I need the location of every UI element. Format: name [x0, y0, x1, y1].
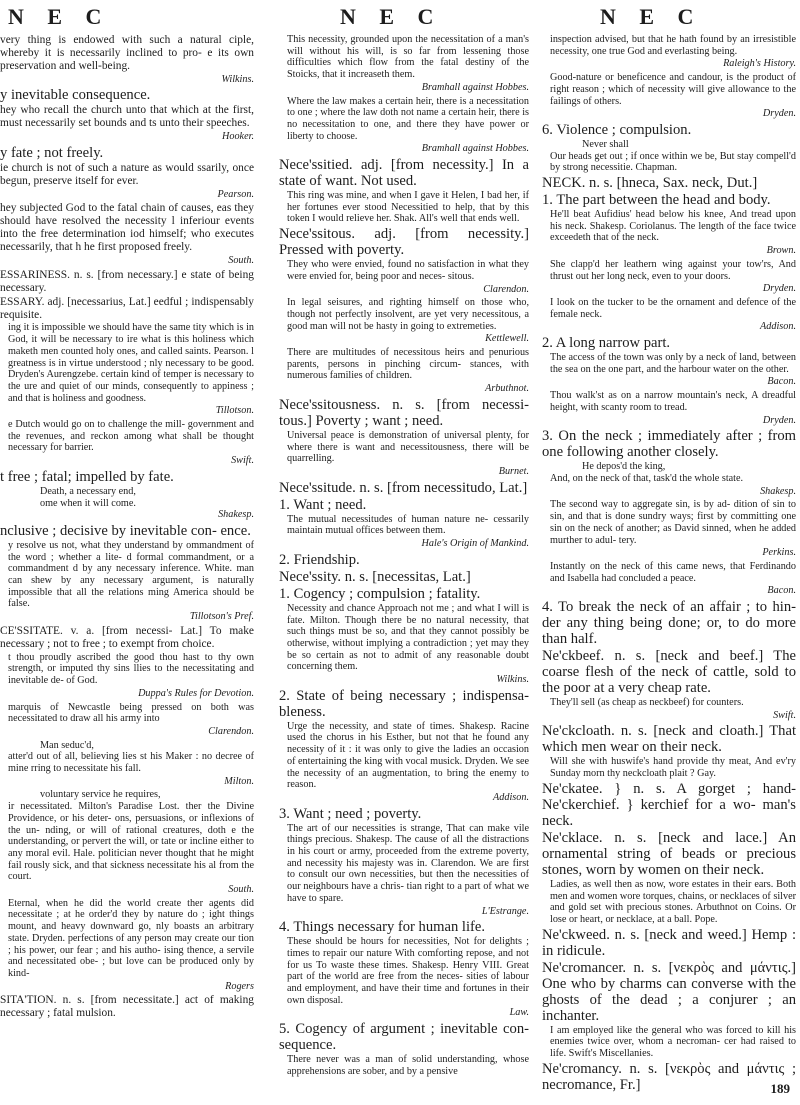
citation: Wilkins. — [496, 674, 529, 686]
entry-definition: 3. Want ; need ; poverty. — [279, 805, 422, 822]
entry-definition: y inevitable consequence. — [0, 87, 151, 104]
citation: South. — [228, 884, 254, 896]
quotation: marquis of Newcastle being pressed on both was necessitated to draw all his army into — [8, 701, 254, 725]
quotation: Eternal, when he did the world create ther agents did necessitate ; at he order'd they by nature do ; ight things mount, and heavy downward go, nly boasts an arbitrary state. Dryden. perfections of any person may create our tion ; his power, our fear ; and his autho- ising thence, a servile and necessitated obe- ; but love can be produced only by kind- — [8, 897, 254, 979]
quotation: They'll sell (as cheap as neckbeef) for counters. — [550, 697, 744, 709]
citation: Dryden. — [762, 414, 796, 426]
citation: Addison. — [760, 321, 796, 333]
entry-definition: 1. Want ; need. — [279, 496, 367, 513]
column-middle — [279, 34, 529, 1079]
column-right — [542, 34, 796, 1094]
quotation: Instantly on the neck of this came news, that Ferdinando and Isabella had concluded a peace. — [550, 560, 796, 584]
quotation: ing it is impossible we should have the same tity which is in God, it will be necessary to ire what is this holiness which maketh men counted holy ones, and called saints. Pearson. l greatness is in virtue understood ; nly necessary to be good. Dryden's Aurengzebe. certain kind of temper is necessary to the ure and quiet of our minds, consequently to appiness ; and that is holiness and goodness. — [8, 322, 254, 404]
citation: Shakesp. — [218, 509, 254, 521]
citation: Dryden. — [762, 108, 796, 120]
quotation: Universal peace is demonstration of universal plenty, for where there is want and necessitousness, there will be quarrelling. — [287, 429, 529, 465]
entry-definition: 2. A long narrow part. — [542, 335, 671, 352]
citation: Perkins. — [762, 547, 796, 559]
citation: Tillotson. — [215, 405, 254, 417]
page-number: 189 — [770, 1081, 790, 1096]
citation: Pearson. — [217, 188, 254, 200]
quotation: Our heads get out ; if once within we be, But stay compell'd by strong necessitie. Chapman. — [550, 150, 796, 174]
citation: L'Estrange. — [481, 905, 529, 917]
quotation: Good-nature or beneficence and candour, is the product of right reason ; which of necessity will give allowance to the failings of others. — [550, 72, 796, 107]
quotation: They who were envied, found no satisfaction in what they were envied for, being poor and neces- sitous. — [287, 259, 529, 282]
entry-definition: 3. On the neck ; immediately after ; from one following another closely. — [542, 428, 796, 461]
entry-definition: 2. State of being necessary ; indispensa- bleness. — [279, 687, 529, 720]
quotation: The access of the town was only by a neck of land, between the sea on the one part, and the harbour water on the other. — [550, 352, 796, 375]
quotation: ir necessitated. Milton's Paradise Lost. ther the Divine Providence, or his deter- ons, persuasions, or inflexions of the un- nding, or will of rational creatures, doth e the understanding, or pervert the will, or tate or incline either to any moral evil. Hale. politician never thought that he might fail rously sick, and that sickness necessitate his al from the court. — [8, 801, 254, 883]
verse-line: Death, a necessary end, — [40, 485, 136, 497]
citation: Kettlewell. — [485, 333, 529, 345]
quotation: Where the law makes a certain heir, there is a necessitation to one ; where the law doth not name a certain heir, there is no necessitation to one, and there they have power or liberty to choose. — [287, 95, 529, 142]
quotation: I look on the tucker to be the ornament and defence of the female neck. — [550, 296, 796, 320]
running-head — [0, 4, 800, 30]
citation: Hale's Origin of Mankind. — [421, 538, 529, 550]
citation: Wilkins. — [221, 73, 254, 85]
quotation: He'll beat Aufidius' head below his knee, And tread upon his neck. Shakesp. Coriolanus. The length of the face twice exceedeth that of the neck. — [550, 209, 796, 244]
quotation: y resolve us not, what they understand by ommandment of the word ; whether a lite- d formal commandment, or a commandment d by any necessary inference. White. man can shew by any necessary argument, is naturally impossible that all the relations ming America should be false. — [8, 539, 254, 610]
verse-line: voluntary service he requires, — [40, 789, 161, 801]
entry-definition: 1. The part between the head and body. — [542, 192, 771, 209]
citation: Clarendon. — [208, 725, 254, 737]
quotation: t thou proudly ascribed the good thou hast to thy own strength, or imputed thy sins llies to the necessitating and inevitable de- of God. — [8, 651, 254, 687]
quotation: Urge the necessity, and state of times. Shakesp. Racine used the chorus in his Esther, but not that he found any necessity of it : it was only to give the ladies an occasion of entertaining the king with vocal musick. Dryden. We see the necessity of an augmentation, to bring the enemy to reason. — [287, 720, 529, 791]
quotation: There never was a man of solid understanding, whose apprehensions are sober, and by a pensive — [287, 1054, 529, 1077]
citation: Bacon. — [767, 585, 796, 597]
entry-text: ESSARY. adj. [necessarius, Lat.] eedful ; indispensably requisite. — [0, 295, 254, 321]
quotation: Ladies, as well then as now, wore estates in their ears. Both men and women wore torques, chains, or necklaces of silver and gold set with precious stones. Arbuthnot on Coins. Or lose or heart, or necklace, at a ball. Pope. — [550, 878, 796, 925]
entry-definition: t free ; fatal; impelled by fate. — [0, 468, 174, 485]
entry-definition: Ne'ckbeef. n. s. [neck and beef.] The coarse flesh of the neck of cattle, sold to the poor at a very cheap rate. — [542, 648, 796, 697]
quotation: In legal seisures, and righting himself on those who, though not perfectly insolvent, are yet very necessitous, a good man will not be hasty in going to extremeties. — [287, 297, 529, 332]
running-head-left: N E C — [8, 4, 111, 29]
citation: Duppa's Rules for Devotion. — [138, 687, 254, 699]
quotation: She clapp'd her leathern wing against your tow'rs, And thrust out her long neck, even to your doors. — [550, 258, 796, 282]
quotation: Necessity and chance Approach not me ; and what I will is fate. Milton. Though there be no natural necessity, that such things must be so, and that they cannot possibly be otherwise, without implying a contradiction ; yet may they be so certain as not to admit of any reasonable doubt concerning them. — [287, 602, 529, 673]
citation: Arbuthnot. — [485, 383, 529, 395]
citation: Milton. — [224, 775, 254, 787]
entry-definition: Ne'ckweed. n. s. [neck and weed.] Hemp : in ridicule. — [542, 926, 796, 959]
entry-definition: nclusive ; decisive by inevitable con- ence. — [0, 522, 251, 539]
citation: Bramhall against Hobbes. — [421, 81, 529, 93]
citation: Addison. — [493, 791, 529, 803]
verse-line: Never shall — [582, 138, 629, 150]
citation: Swift. — [773, 709, 796, 721]
citation: Bacon. — [767, 376, 796, 388]
quotation: atter'd out of all, believing lies st his Maker : no decree of mine rring to necessitate his fall. — [8, 751, 254, 775]
entry-definition: Nece'ssitied. adj. [from necessity.] In a state of want. Not used. — [279, 157, 529, 190]
column-left — [0, 34, 254, 1021]
citation: Burnet. — [498, 465, 529, 477]
citation: Shakesp. — [760, 485, 796, 497]
entry-definition: Nece'ssitousness. n. s. [from necessi- tous.] Poverty ; want ; need. — [279, 396, 529, 429]
entry-definition: 5. Cogency of argument ; inevitable con- sequence. — [279, 1021, 529, 1054]
citation: Law. — [509, 1007, 529, 1019]
quotation: The second way to aggregate sin, is by ad- dition of sin to sin, and that is done sundry ways; first by committing one sin on the neck of another; as David sinned, when he added murther to adul- tery. — [550, 499, 796, 546]
citation: Dryden. — [762, 283, 796, 295]
entry-definition: Nece'ssity. n. s. [necessitas, Lat.] — [279, 568, 471, 585]
entry-definition: 1. Cogency ; compulsion ; fatality. — [279, 585, 481, 602]
citation: Clarendon. — [483, 283, 529, 295]
citation: Hooker. — [222, 131, 254, 143]
quotation: inspection advised, but that he hath found by an irresistible necessity, one true God and everlasting being. — [550, 34, 796, 57]
quotation: There are multitudes of necessitous heirs and penurious parents, persons in pinching circum- stances, with numerous families of children. — [287, 347, 529, 382]
verse-line: Man seduc'd, — [40, 739, 94, 751]
entry-text: very thing is endowed with such a natural ciple, whereby it is necessarily inclined to pro- e its own preservation and well-being. — [0, 34, 254, 72]
citation: Brown. — [766, 245, 796, 257]
quotation: e Dutch would go on to challenge the mill- government and the revenues, and reckon among what shall be thought necessary for barrier. — [8, 419, 254, 454]
entry-definition: 4. Things necessary for human life. — [279, 919, 486, 936]
citation: South. — [228, 255, 254, 267]
citation: Raleigh's History. — [723, 58, 796, 70]
running-head-right: N E C — [600, 4, 703, 29]
citation: Tillotson's Pref. — [189, 611, 254, 623]
citation: Rogers — [225, 980, 254, 992]
entry-definition: Nece'ssitude. n. s. [from necessitudo, Lat.] — [279, 479, 528, 496]
quotation: This ring was mine, and when I gave it Helen, I bad her, if her fortunes ever stood Necessitied to help, that by this token I would relieve her. Shak. All's well that ends well. — [287, 190, 529, 225]
quotation: And, on the neck of that, task'd the whole state. — [550, 472, 744, 484]
entry-definition: 2. Friendship. — [279, 551, 360, 568]
entry-text: ie church is not of such a nature as would ssarily, once begun, preserve itself for ever. — [0, 161, 254, 187]
citation: Bramhall against Hobbes. — [421, 143, 529, 155]
entry-definition: Ne'cromancer. n. s. [νεκρὸς and μάντις.] One who by charms can converse with the ghosts of the dead ; a conjurer ; an inchanter. — [542, 959, 796, 1024]
quotation: These should be hours for necessities, Not for delights ; times to repair our nature With comforting repose, and not for us To waste these times. Shakesp. Henry VIII. Great part of the world are free from the neces- sities of labour and employment, and have their time and fortunes in their own disposal. — [287, 936, 529, 1006]
quotation: Will she with huswife's hand provide thy meat, And ev'ry Sunday morn thy neckcloath plait ? Gay. — [550, 756, 796, 780]
entry-definition: Ne'ckcloath. n. s. [neck and cloath.] That which men wear on their neck. — [542, 723, 796, 756]
entry-text: ESSARINESS. n. s. [from necessary.] e state of being necessary. — [0, 268, 254, 294]
entry-definition: y fate ; not freely. — [0, 144, 104, 161]
entry-definition: NECK. n. s. [hneca, Sax. neck, Dut.] — [542, 175, 758, 192]
verse-line: ome when it will come. — [40, 497, 136, 509]
quotation: Thou walk'st as on a narrow mountain's neck, A dreadful height, with scanty room to tread. — [550, 390, 796, 413]
entry-text: hey who recall the church unto that which at the first, must necessarily set bounds and ts unto their speeches. — [0, 104, 254, 130]
entry-definition: Nece'ssitous. adj. [from necessity.] Pressed with poverty. — [279, 226, 529, 259]
entry-text: hey subjected God to the fatal chain of causes, eas they should have resolved the necessity l inferiour events into the free determination iod himself; who executes necessarily, that h he first proposed freely. — [0, 202, 254, 254]
quotation: This necessity, grounded upon the necessitation of a man's will without his will, is so far from lessening those difficulties which flow from the fatal destiny of the Stoicks, that it increaseth them. — [287, 34, 529, 81]
entry-definition: 6. Violence ; compulsion. — [542, 121, 692, 138]
running-head-center: N E C — [340, 4, 443, 29]
citation: Swift. — [231, 455, 254, 467]
entry-text: SITA'TION. n. s. [from necessitate.] act of making necessary ; fatal mulsion. — [0, 994, 254, 1020]
entry-definition: Ne'cklace. n. s. [neck and lace.] An ornamental string of beads or precious stones, worn by women on their neck. — [542, 829, 796, 878]
quotation: The art of our necessities is strange, That can make vile things precious. Shakesp. The cause of all the distractions in his court or army, proceeded from the extreme poverty, and necessity his majesty was in. Clarendon. We are first to consult our own necessities, but then the necessities of our neighbours have a chris- tian right to a part of what we have to spare. — [287, 822, 529, 904]
entry-definition: Ne'ckatee. } n. s. A gorget ; hand- Ne'ckerchief. } kerchief for a wo- man's neck. — [542, 780, 796, 829]
entry-definition: Ne'cromancy. n. s. [νεκρὸς and μάντις ; necromance, Fr.] — [542, 1060, 796, 1093]
quotation: I am employed like the general who was forced to kill his enemies twice over, whom a necroman- cer had raised to life. Swift's Miscellanies. — [550, 1024, 796, 1060]
verse-line: He depos'd the king, — [582, 461, 666, 473]
entry-definition: 4. To break the neck of an affair ; to hin- der any thing being done; or, to do more than half. — [542, 599, 796, 648]
entry-text: CE'SSITATE. v. a. [from necessi- Lat.] To make necessary ; not to free ; to exempt from choice. — [0, 624, 254, 650]
quotation: The mutual necessitudes of human nature ne- cessarily maintain mutual offices between them. — [287, 513, 529, 537]
